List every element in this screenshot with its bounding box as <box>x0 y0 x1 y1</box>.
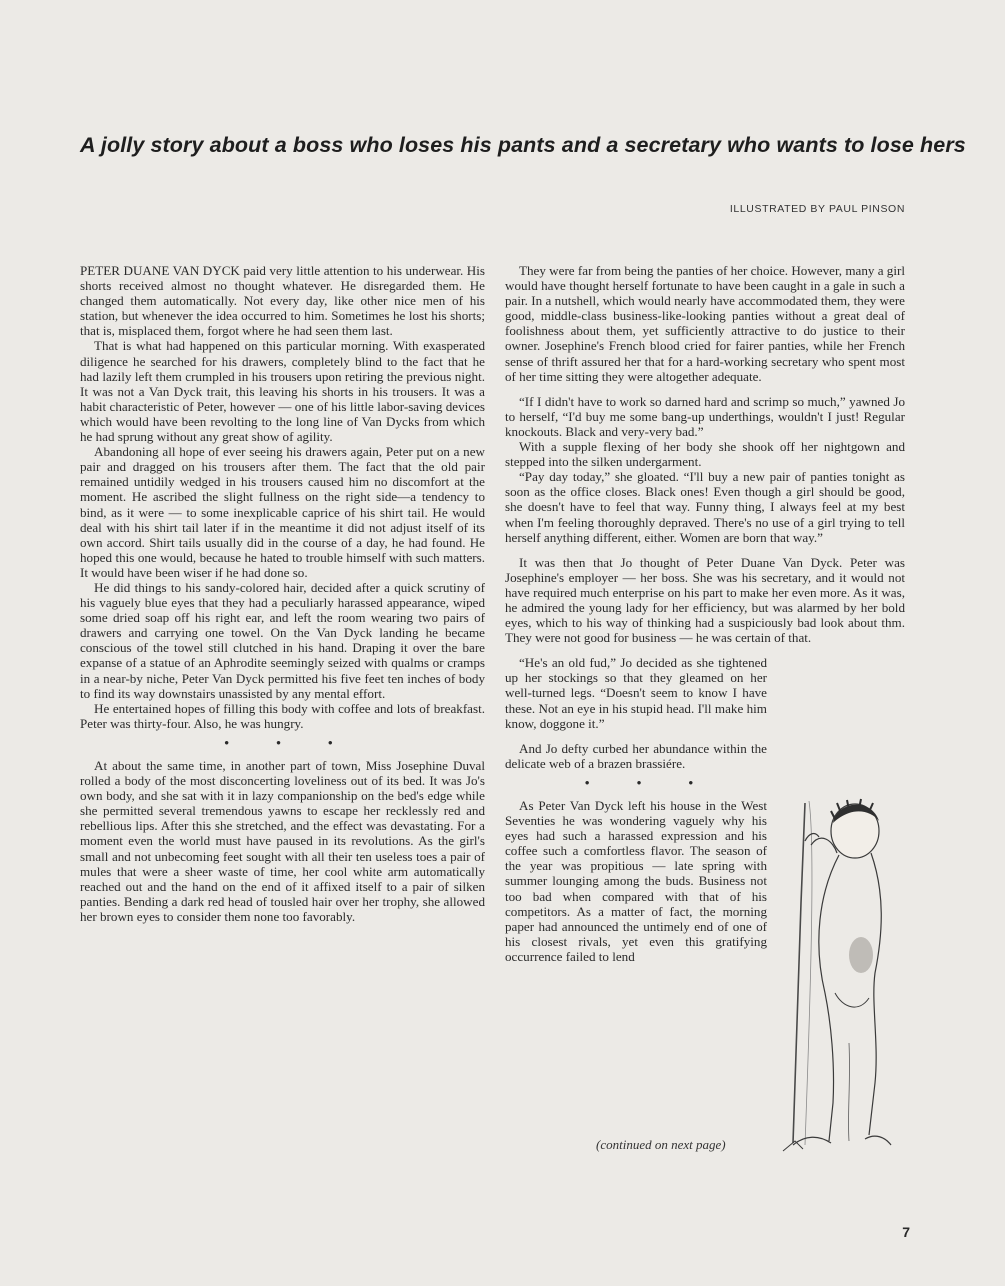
peeking-man-illustration <box>775 783 915 1163</box>
section-break: • • • <box>224 734 355 750</box>
story-paragraph: “He's an old fud,” Jo decided as she tightened up her stockings so that they gleamed on her well-turned legs. “Doesn't seem to know I have these. Not an eye in his stupid head. I'll make him know, doggone it.” <box>505 655 767 731</box>
story-paragraph: “Pay day today,” she gloated. “I'll buy a new pair of panties tonight as soon as the office closes. Black ones! Even though a girl should be good, she doesn't have to feel that way. Funny thing, I always feel at my best when I'm feeling thoroughly depraved. There's no use of a girl trying to tell herself anything different, either. Women are born that way.” <box>505 469 905 545</box>
page-number: 7 <box>902 1224 910 1240</box>
story-paragraph: He entertained hopes of filling this body with coffee and lots of breakfast. Peter was thirty-four. Also, he was hungry. <box>80 700 485 731</box>
story-paragraph: That is what had happened on this particular morning. With exasperated diligence he searched for his drawers, completely blind to the fact that he had lazily left them crumpled in his trousers upon retiring the previous night. It was not a Van Dyck trait, this leaving his shorts in his trousers. It was a habit characteristic of Peter, however — one of his little labor-saving devices which would have been revolting to the long line of Van Dycks from which he had sprung without any great show of agility. <box>80 338 485 445</box>
section-break: • • • <box>584 774 716 790</box>
story-paragraph: It was then that Jo thought of Peter Duane Van Dyck. Peter was Josephine's employer — her boss. She was his secretary, and it would not have required much enterprise on his part to make her even more. As it was, he admired the young lady for her efficiency, but was alarmed by her bold eyes, which to his way of thinking had a suspiciously bad look about thm. They were not good for business — he was certain of that. <box>505 554 905 646</box>
story-paragraph: Abandoning all hope of ever seeing his drawers again, Peter put on a new pair and dragged on his trousers after them. The fact that the old pair remained untidily wedged in his trousers caused him no discomfort at the moment. He ascribed the slight fullness on the right side—a tendency to bind, as it were — to some inexplicable caprice of his shirt tail. He would deal with his shirt tail later if in the meantime it did not adjust itself of its own accord. Shirt tails usually did in the course of a day, he had found. He hoped this one would, because he hated to trouble himself with such matters. It would have been wiser if he had done so. <box>80 444 485 580</box>
story-column-left <box>80 263 485 924</box>
illustrator-credit: ILLUSTRATED BY PAUL PINSON <box>729 203 905 215</box>
story-paragraph: With a supple flexing of her body she shook off her nightgown and stepped into the silken undergarment. <box>505 439 905 470</box>
story-tagline: A jolly story about a boss who loses his pants and a secretary who wants to lose hers <box>80 133 966 157</box>
continued-note: (continued on next page) <box>596 1137 726 1152</box>
story-paragraph: At about the same time, in another part of town, Miss Josephine Duval rolled a body of the most disconcerting loveliness out of its bed. It was Jo's own body, and she sat with it in lazy companionship on the bed's edge while she permitted several tremendous yawns to escape her recklessly red and rebellious lips. After this she stretched, and the effect was devastating. For a moment even the world must have paused in its revolutions. As the girl's small and not unbecoming feet sought with all their ten useless toes a pair of mules that were a sheer waste of time, her cool white arm automatically reached out and the hand on the end of it affixed itself to a pair of silken panties. Bending a dark red head of tousled hair over her trophy, she allowed her brown eyes to consider them none too favorably. <box>80 758 485 924</box>
story-paragraph: “If I didn't have to work so darned hard and scrimp so much,” yawned Jo to herself, “I'd buy me some bang-up underthings, wouldn't I just! Regular knockouts. Black and very-very bad.” <box>505 393 905 439</box>
story-paragraph: He did things to his sandy-colored hair, decided after a quick scrutiny of his vaguely blue eyes that they had a peculiarly harassed appearance, wiped some dried soap off his right ear, and left the room wearing two pairs of drawers and carrying one towel. On the Van Dyck landing he became conscious of the towel still clutched in his hand. Draping it over the bare expanse of a statue of an Aphrodite seemingly seized with qualms or cramps in a near-by niche, Peter Van Dyck permitted his five feet ten inches of body to find its way downstairs unassisted by any mental effort. <box>80 579 485 701</box>
story-paragraph: And Jo defty curbed her abundance within the delicate web of a brazen brassiére. <box>505 740 767 771</box>
story-paragraph: PETER DUANE VAN DYCK paid very little attention to his underwear. His shorts received almost no thought whatever. He disregarded them. He changed them automatically. Not every day, like other nice men of his station, but whenever the idea occurred to him. Sometimes he lost his shorts; that is, misplaced them, forgot where he had seen them last. <box>80 263 485 339</box>
story-paragraph: As Peter Van Dyck left his house in the West Seventies he was wondering vaguely why his eyes had such a harassed expression and his coffee such a comfortless flavor. The season of the year was propitious — late spring with summer lounging among the buds. Business not too bad when compared with that of his competitors. As a matter of fact, the morning paper had announced the untimely end of one of his closest rivals, yet even this gratifying occurrence failed to lend <box>505 798 767 964</box>
story-paragraph: They were far from being the panties of her choice. However, many a girl would have thought herself fortunate to have been caught in a gale in such a pair. In a nutshell, which would nearly have accommodated them, they were good, middle-class business-like-looking panties without a great deal of foolishness about them, yet sufficiently attractive to do justice to their owner. Josephine's French blood cried for fairer panties, while her French sense of thrift assured her that for a hard-working secretary who spent most of her time sitting they were altogether adequate. <box>505 263 905 384</box>
